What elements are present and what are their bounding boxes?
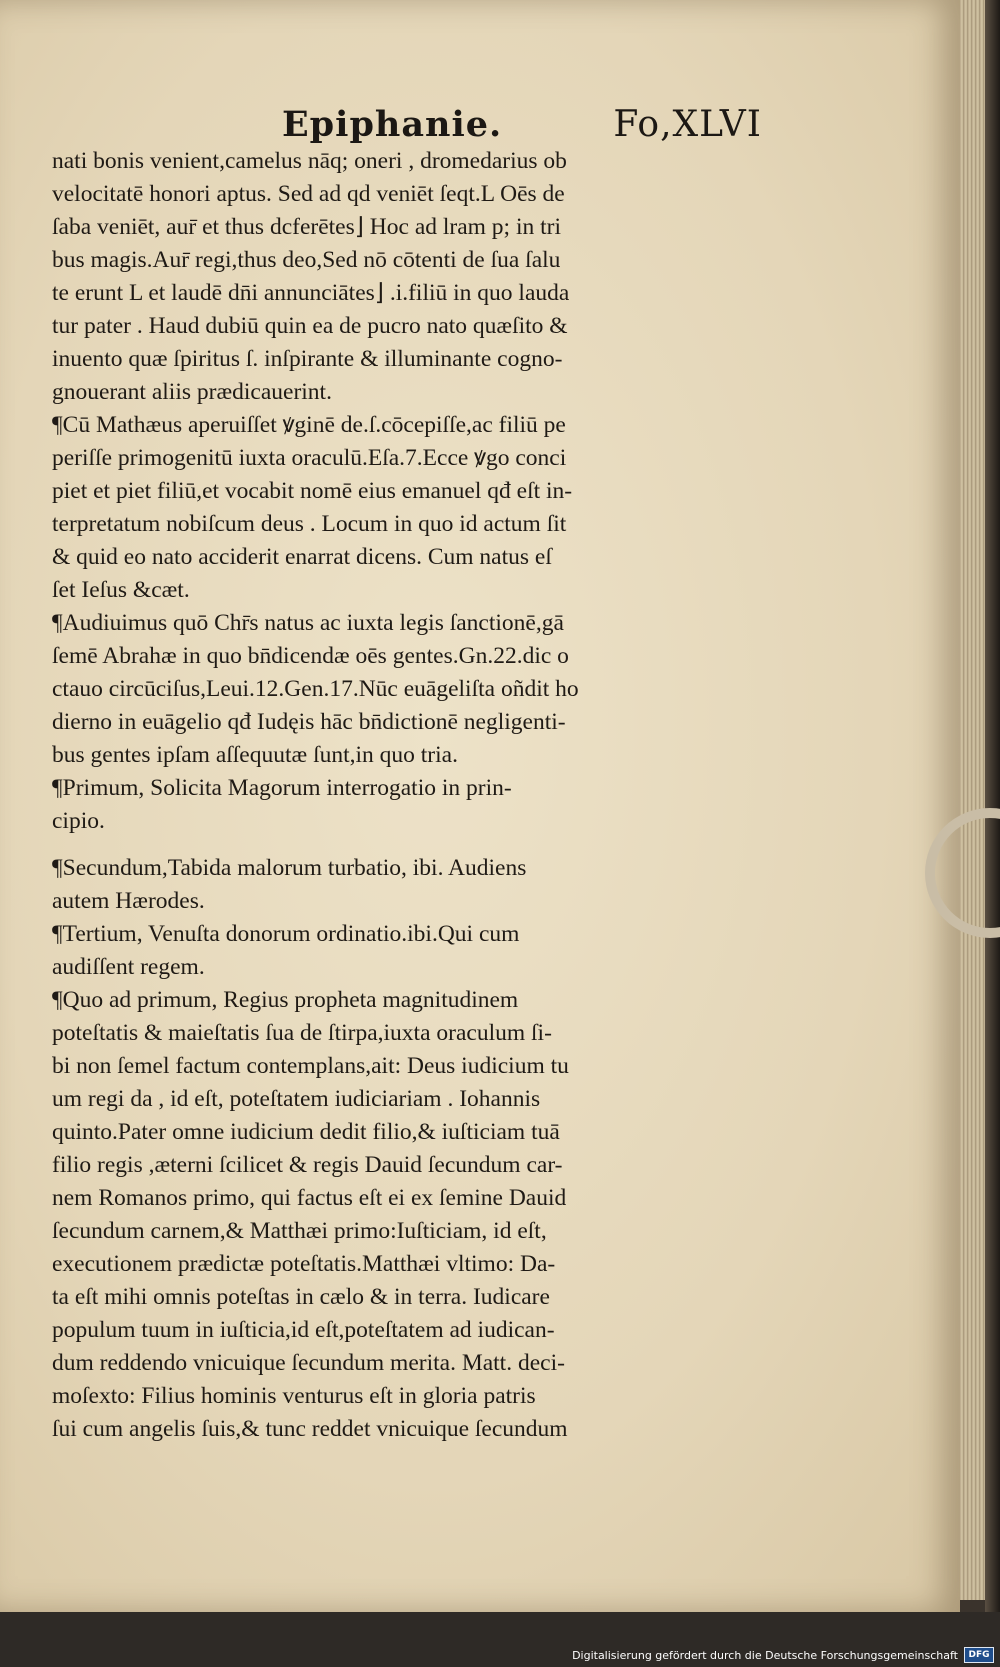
text-line: ¶Primum, Solicita Magorum interrogatio in prin- <box>52 775 512 801</box>
text-line: ¶Audiuimus quō Chr̄s natus ac iuxta legis ſanctionē,gā <box>52 610 564 636</box>
text-line: inuento quæ ſpiritus ſ. inſpirante & illuminante cogno- <box>52 346 563 372</box>
text-line: piet et piet filiū,et vocabit nomē eius emanuel qđ eſt in- <box>52 478 573 504</box>
text-line: ſui cum angelis ſuis,& tunc reddet vnicuique ſecundum <box>52 1416 568 1442</box>
text-line: ctauo circūciſus,Leui.12.Gen.17.Nūc euāgeliſta oñdit ho <box>52 676 579 702</box>
running-head: Epiphanie. <box>282 104 503 145</box>
text-line: moſexto: Filius hominis venturus eſt in gloria patris <box>52 1383 536 1409</box>
text-line: ta eſt mihi omnis poteſtas in cælo & in terra. Iudicare <box>52 1284 550 1310</box>
text-line: ¶Cū Mathæus aperuiſſet ꝟginē de.ſ.cōcepiſſe,ac filiū pe <box>52 412 566 438</box>
text-line: nati bonis venient,camelus nāq; oneri , dromedarius ob <box>52 148 567 174</box>
text-line: ¶Quo ad primum, Regius propheta magnitudinem <box>52 987 519 1013</box>
text-line: dum reddendo vnicuique ſecundum merita. Matt. deci- <box>52 1350 565 1376</box>
dfg-logo: DFG <box>964 1647 994 1663</box>
text-line: um regi da , id eſt, poteſtatem iudiciariam . Iohannis <box>52 1086 541 1112</box>
text-line: terpretatum nobiſcum deus . Locum in quo id actum ſit <box>52 511 567 537</box>
text-line: populum tuum in iuſticia,id eſt,poteſtatem ad iudican- <box>52 1317 555 1343</box>
text-line: periſſe primogenitū iuxta oraculū.Eſa.7.Ecce ꝟgo conci <box>52 445 567 471</box>
text-line: tur pater . Haud dubiū quin ea de pucro nato quæſito & <box>52 313 568 339</box>
text-line: audiſſent regem. <box>52 954 205 980</box>
text-line: executionem prædictæ poteſtatis.Matthæi vltimo: Da- <box>52 1251 556 1277</box>
text-line: te erunt L et laudē dn̄i annunciātes⌋ .i.filiū in quo lauda <box>52 280 570 306</box>
text-line: ¶Tertium, Venuſta donorum ordinatio.ibi.Qui cum <box>52 921 520 947</box>
text-line: bus magis.Aur̄ regi,thus deo,Sed nō cōtenti de ſua ſalu <box>52 247 561 273</box>
text-line: ¶Secundum,Tabida malorum turbatio, ibi. Audiens <box>52 855 527 881</box>
text-line: ſaba veniēt, aur̄ et thus dcferētes⌋ Hoc ad lram p; in tri <box>52 214 562 240</box>
text-line: cipio. <box>52 808 105 834</box>
text-line: dierno in euāgelio qđ Iudęis hāc bn̄dictionē negligenti- <box>52 709 566 735</box>
credit-text: Digitalisierung gefördert durch die Deutsche Forschungsgemeinschaft <box>572 1648 958 1662</box>
text-line: gnouerant aliis prædicauerint. <box>52 379 332 405</box>
text-line: velocitatē honori aptus. Sed ad qd veniēt ſeqt.L Oēs de <box>52 181 565 207</box>
folio-number: Fo,XLVI <box>613 104 762 145</box>
text-line: autem Hærodes. <box>52 888 205 914</box>
text-line: bus gentes ipſam aſſequutæ ſunt,in quo tria. <box>52 742 458 768</box>
text-line: filio regis ,æterni ſcilicet & regis Dauid ſecundum car- <box>52 1152 563 1178</box>
text-line: ſemē Abrahæ in quo bn̄dicendæ oēs gentes.Gn.22.dic o <box>52 643 569 669</box>
text-line: & quid eo nato acciderit enarrat dicens. Cum natus eſ <box>52 544 552 570</box>
body-text <box>52 145 757 1446</box>
text-line: ſecundum carnem,& Matthæi primo:Iuſticiam, id eſt, <box>52 1218 547 1244</box>
digitization-credit <box>572 1645 994 1665</box>
text-line: bi non ſemel factum contemplans,ait: Deus iudicium tu <box>52 1053 569 1079</box>
text-line: nem Romanos primo, qui factus eſt ei ex ſemine Dauid <box>52 1185 567 1211</box>
text-line: quinto.Pater omne iudicium dedit filio,& iuſticiam tuā <box>52 1119 560 1145</box>
text-line: ſet Ieſus &cæt. <box>52 577 190 603</box>
text-line: poteſtatis & maieſtatis ſua de ſtirpa,iuxta oraculum ſi- <box>52 1020 552 1046</box>
